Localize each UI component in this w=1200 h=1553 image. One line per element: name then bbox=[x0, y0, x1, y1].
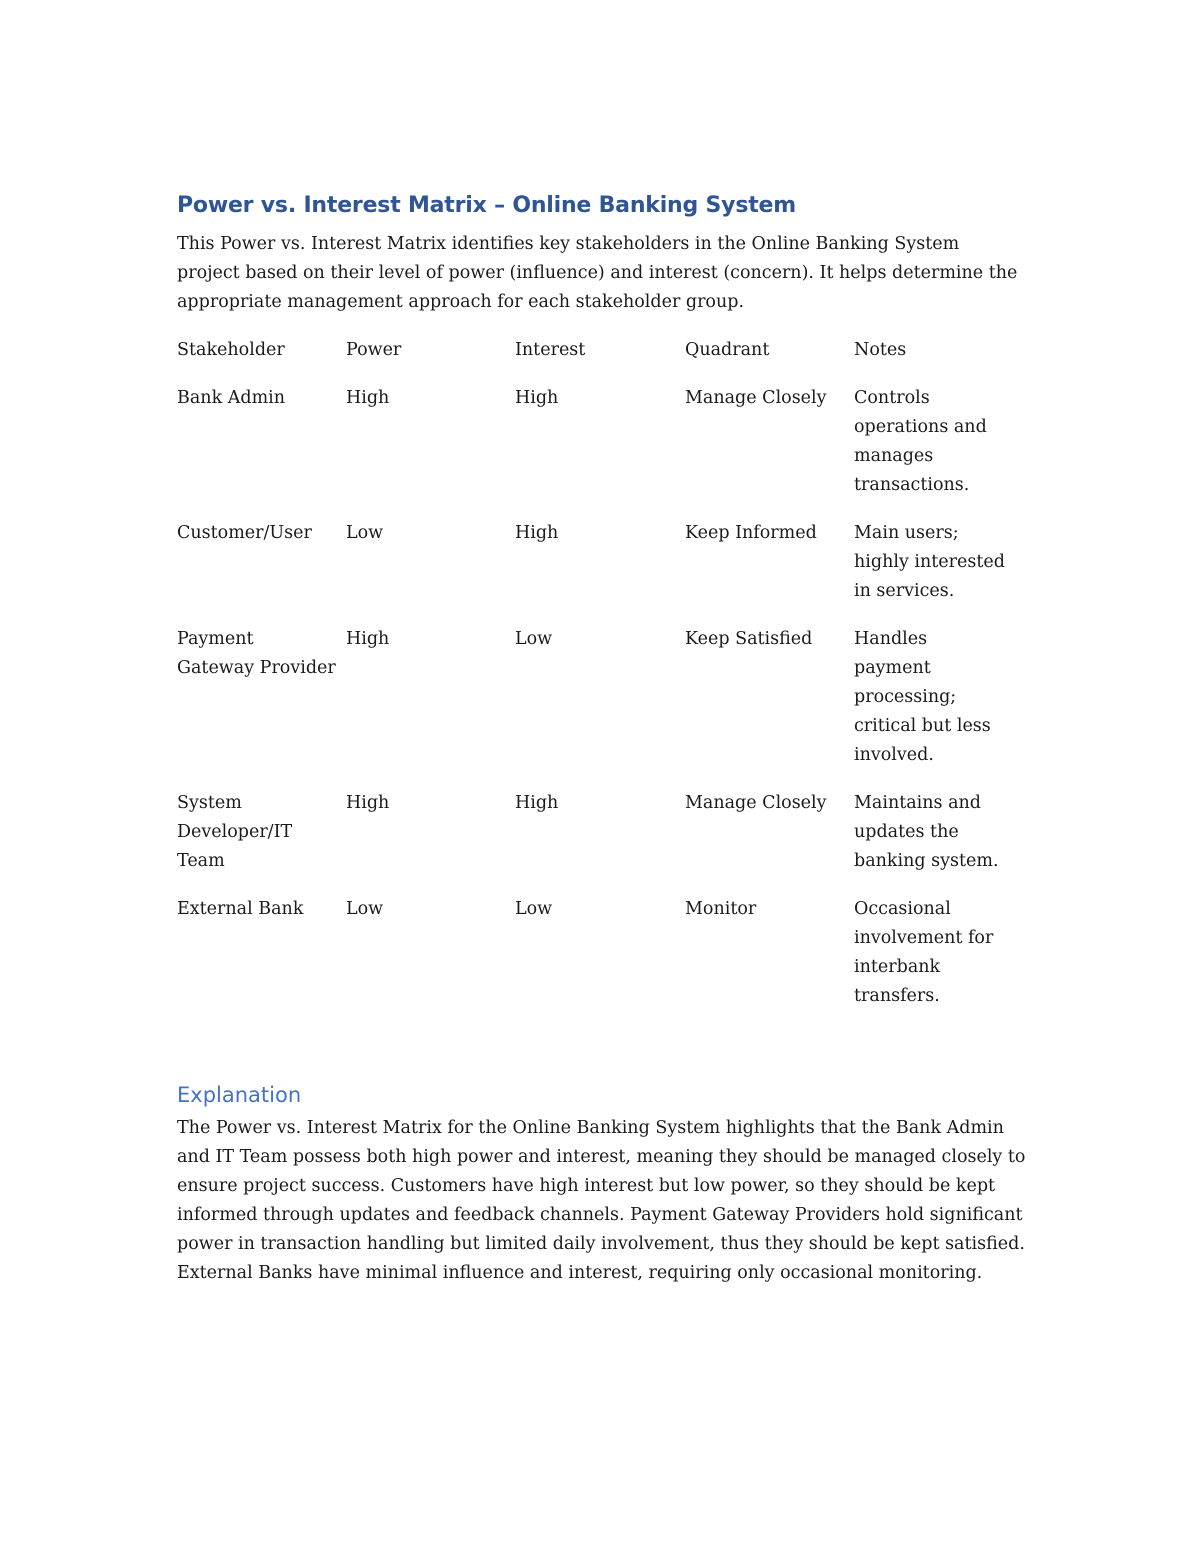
cell-quadrant: Monitor bbox=[685, 899, 757, 919]
cell-stakeholder: External Bank bbox=[177, 899, 304, 919]
cell-power: High bbox=[346, 793, 390, 813]
header-stakeholder: Stakeholder bbox=[177, 340, 285, 360]
cell-quadrant: Manage Closely bbox=[685, 793, 827, 813]
cell-power: Low bbox=[346, 899, 384, 919]
cell-notes: Occasional involvement for interbank transfers. bbox=[854, 899, 994, 1006]
cell-power: Low bbox=[346, 523, 384, 543]
cell-stakeholder: Customer/User bbox=[177, 523, 312, 543]
cell-stakeholder: System Developer/IT Team bbox=[177, 793, 293, 871]
cell-stakeholder: Payment Gateway Provider bbox=[177, 629, 336, 678]
table-row bbox=[177, 625, 1027, 789]
cell-quadrant: Keep Satisfied bbox=[685, 629, 813, 649]
header-notes: Notes bbox=[854, 340, 907, 360]
cell-power: High bbox=[346, 388, 390, 408]
explanation-heading: Explanation bbox=[177, 1083, 302, 1107]
cell-interest: High bbox=[515, 523, 559, 543]
table-row bbox=[177, 519, 1027, 625]
cell-notes: Controls operations and manages transactions. bbox=[854, 388, 987, 495]
cell-quadrant: Manage Closely bbox=[685, 388, 827, 408]
table-row bbox=[177, 789, 1027, 895]
cell-interest: High bbox=[515, 793, 559, 813]
cell-notes: Main users; highly interested in services. bbox=[854, 523, 1005, 601]
cell-stakeholder: Bank Admin bbox=[177, 388, 286, 408]
cell-interest: High bbox=[515, 388, 559, 408]
cell-interest: Low bbox=[515, 629, 553, 649]
explanation-paragraph: The Power vs. Interest Matrix for the Online Banking System highlights that the Bank Admin and IT Team possess both high power and interest, meaning they should be managed closely to ensure project success. Customers have high interest but low power, so they should be kept informed through updates and feedback channels. Payment Gateway Providers hold significant power in transaction handling but limited daily involvement, thus they should be kept satisfied. External Banks have minimal influence and interest, requiring only occasional monitoring. bbox=[177, 1118, 1026, 1283]
stakeholder-matrix-table bbox=[177, 336, 1027, 1030]
header-interest: Interest bbox=[515, 340, 586, 360]
cell-quadrant: Keep Informed bbox=[685, 523, 817, 543]
cell-notes: Handles payment processing; critical but less involved. bbox=[854, 629, 991, 765]
header-power: Power bbox=[346, 340, 402, 360]
table-header-row bbox=[177, 336, 1027, 384]
document-title: Power vs. Interest Matrix – Online Banking System bbox=[177, 193, 796, 218]
table-row bbox=[177, 384, 1027, 519]
cell-interest: Low bbox=[515, 899, 553, 919]
intro-paragraph: This Power vs. Interest Matrix identifies key stakeholders in the Online Banking System project based on their level of power (influence) and interest (concern). It helps determine the appropriate management approach for each stakeholder group. bbox=[177, 234, 1018, 312]
document-content bbox=[177, 190, 1037, 1288]
cell-power: High bbox=[346, 629, 390, 649]
cell-notes: Maintains and updates the banking system. bbox=[854, 793, 999, 871]
table-row bbox=[177, 895, 1027, 1030]
header-quadrant: Quadrant bbox=[685, 340, 770, 360]
